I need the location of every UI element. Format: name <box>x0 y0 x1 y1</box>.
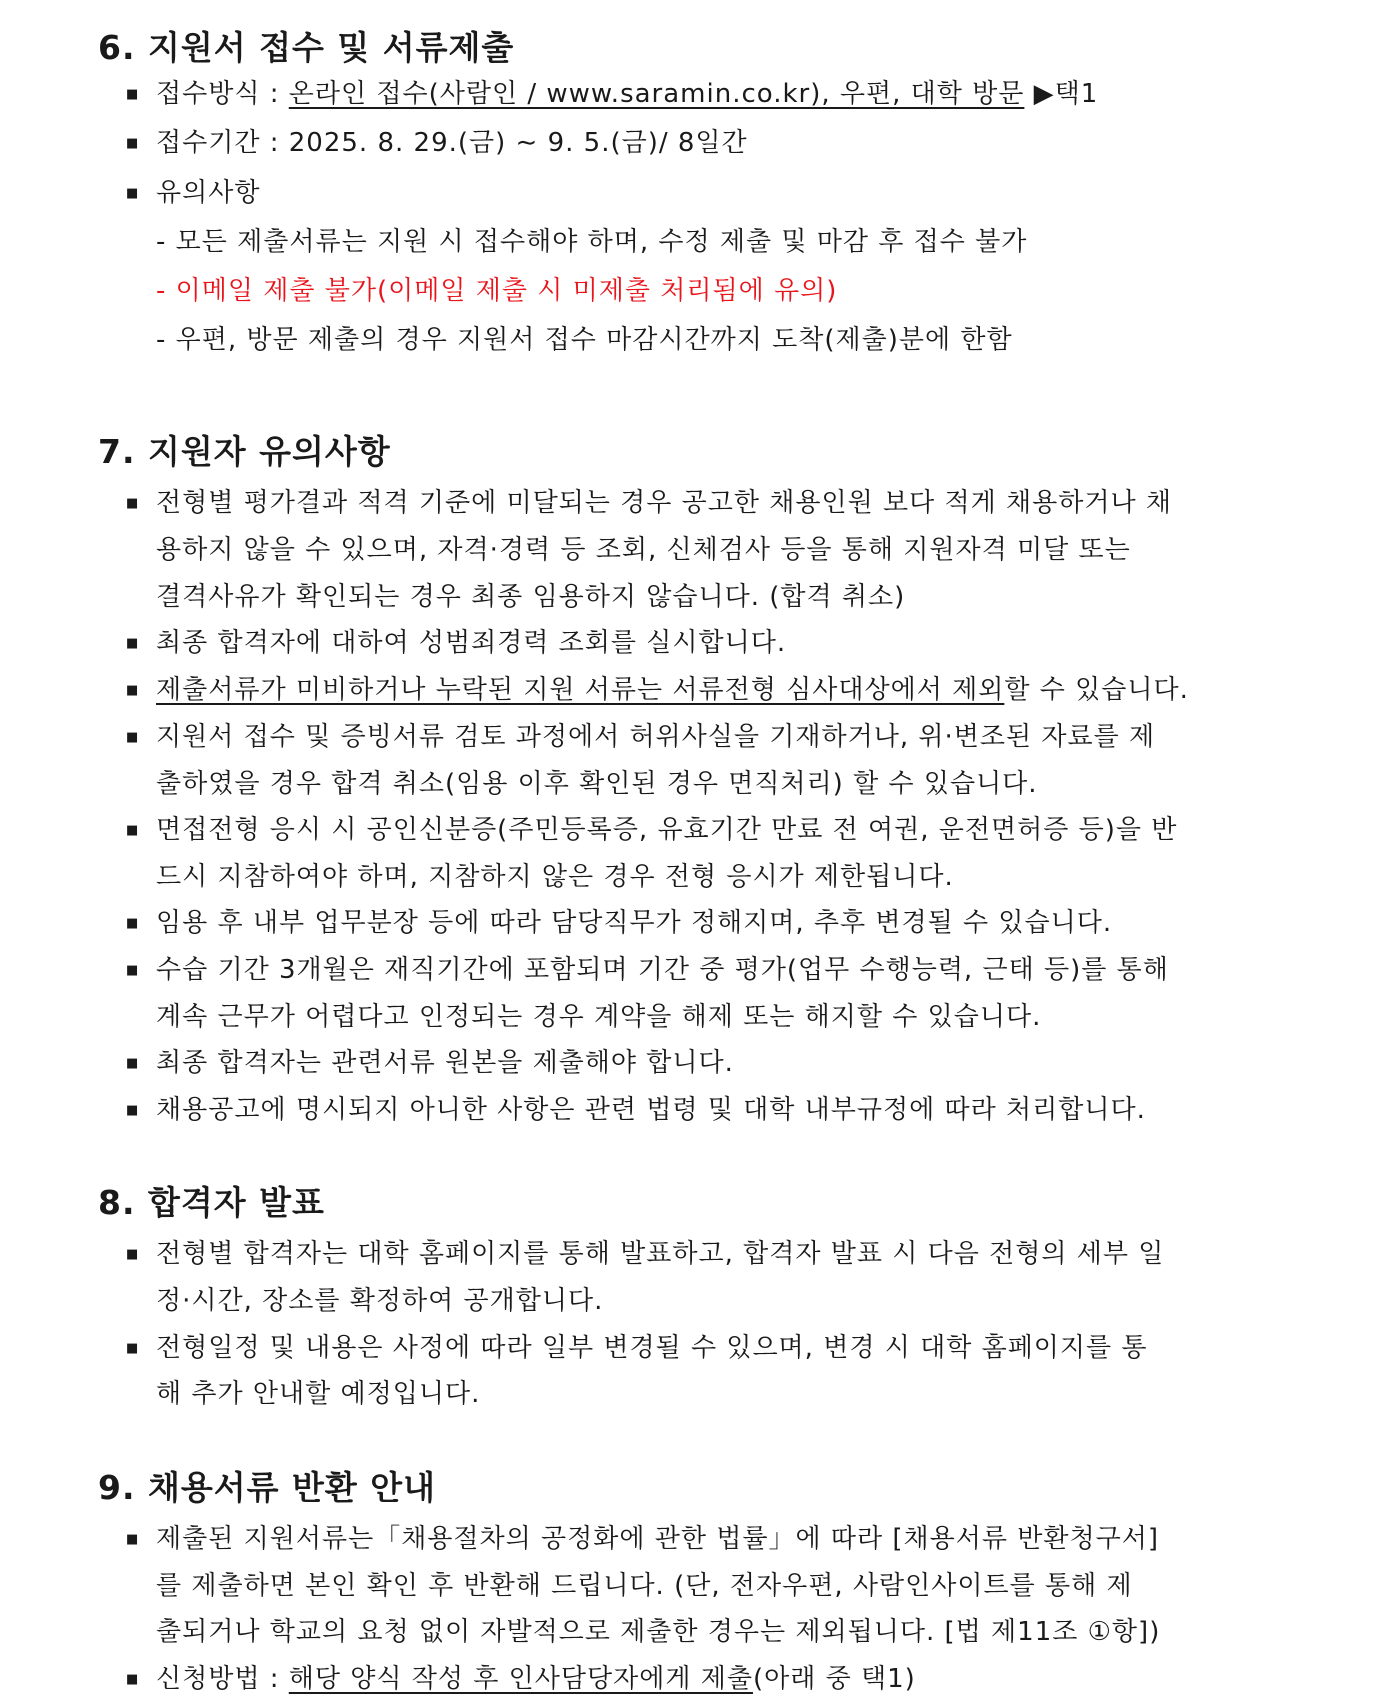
bullet-icon: ■ <box>126 1103 140 1118</box>
section-8-title: 8. 합격자 발표 <box>98 1183 325 1222</box>
bullet-icon: ■ <box>126 1247 140 1262</box>
exclusion-underlined: 제출서류가 미비하거나 누락된 지원 서류는 서류전형 심사대상에서 제외 <box>156 675 1005 705</box>
document-page: 6. 지원서 접수 및 서류제출 ■ 접수방식 : 온라인 접수(사람인 / www.saramin.co.kr), 우편, 대학 방문 ▶택1 ■ 접수기간 : 2025. 8. 29.(금) ∼ 9. 5.(금)/ 8일간 ■ 유의사항 - 모든 제출서류는 지원 시 접수해야 하며, 수정 제출 및 마감 후 접수 불가 - 이메일 제출 불가(이메일 제출 시 미제출 처리됨에 유의) - 우편, 방문 제출의 경우 지원서 접수 마감시간까지 도착(제출)분에 한함 7. 지원자 유의사항 ■ 전형별 평가결과 적격 기준에 미달되는 경우 공고한 채용인원 보다 적게 채용하거나 채 용하지 않을 수 있으며, 자격·경력 등 조회, 신체검사 등을 통해 지원자격 미달 또는 결격사유가 확인되는 경우 최종 임용하지 않습니다. (합격 취소) ■ 최종 합격자에 대하여 성범죄경력 조회를 실시합니다. ■ 제출서류가 미비하거나 누락된 지원 서류는 서류전형 심사대상에서 제외할 수 있습니다. ■ 지원서 접수 및 증빙서류 검토 과정에서 허위사실을 기재하거나, 위·변조된 자료를 제 출하였을 경우 합격 취소(임용 이후 확인된 경우 면직처리) 할 수 있습니다. ■ 면접전형 응시 시 공인신분증(주민등록증, 유효기간 만료 전 여권, 운전면허증 등)을 반 드시 지참하여야 하며, 지참하지 않은 경우 전형 응시가 제한됩니다. ■ 임용 후 내부 업무분장 등에 따라 담당직무가 정해지며, 추후 변경될 수 있습니다. ■ 수습 기간 3개월은 재직기간에 포함되며 기간 중 평가(업무 수행능력, 근태 등)를 통해 계속 근무가 어렵다고 인정되는 경우 계약을 해제 또는 해지할 수 있습니다. ■ 최종 합격자는 관련서류 원본을 제출해야 합니다. ■ 채용공고에 명시되지 아니한 사항은 관련 법령 및 대학 내부규정에 따라 처리합니다. 8. 합격자 발표 ■ 전형별 합격자는 대학 홈페이지를 통해 발표하고, 합격자 발표 시 다음 전형의 세부 일 정·시간, 장소를 확정하여 공개합니다. ■ 전형일정 및 내용은 사정에 따라 일부 변경될 수 있으며, 변경 시 대학 홈페이지를 통 해 추가 안내할 예정입니다. 9. 채용서류 반환 안내 ■ 제출된 지원서류는「채용절차의 공정화에 관한 법률」에 따라 [채용서류 반환청구서] 를 제출하면 본인 확인 후 반환해 드립니다. (단, 전자우편, 사람인사이트를 통해 제 출되거나 학교의 요청 없이 자발적으로 제출한 경우는 제외됩니다. [법 제11조 ①항]) ■ 신청방법 : 해당 양식 작성 후 인사담당자에게 제출(아래 중 택1) <box>0 0 1400 1704</box>
method-value: 온라인 접수(사람인 / www.saramin.co.kr), 우편, 대학 방문 <box>288 79 1025 109</box>
bullet-icon: ■ <box>126 916 140 931</box>
bullet-icon: ■ <box>126 683 140 698</box>
period-line: 접수기간 : 2025. 8. 29.(금) ∼ 9. 5.(금)/ 8일간 <box>156 128 748 158</box>
section-6-title: 6. 지원서 접수 및 서류제출 <box>98 28 515 67</box>
bullet-icon: ■ <box>126 636 140 651</box>
bullet-icon: ■ <box>126 186 140 201</box>
bullet-icon: ■ <box>126 1672 140 1687</box>
section-7-title: 7. 지원자 유의사항 <box>98 432 391 471</box>
bullet-icon: ■ <box>126 1341 140 1356</box>
section-9-title: 9. 채용서류 반환 안내 <box>98 1468 436 1507</box>
bullet-icon: ■ <box>126 136 140 151</box>
bullet-icon: ■ <box>126 1532 140 1547</box>
bullet-icon: ■ <box>126 496 140 511</box>
bullet-icon: ■ <box>126 963 140 978</box>
apply-method-underlined: 해당 양식 작성 후 인사담당자에게 제출 <box>288 1664 753 1694</box>
bullet-icon: ■ <box>126 730 140 745</box>
note-1: - 모든 제출서류는 지원 시 접수해야 하며, 수정 제출 및 마감 후 접수 불가 <box>156 227 1028 257</box>
method-line: 접수방식 : 온라인 접수(사람인 / www.saramin.co.kr), 우편, 대학 방문 ▶택1 <box>156 79 1099 109</box>
note-3: - 우편, 방문 제출의 경우 지원서 접수 마감시간까지 도착(제출)분에 한함 <box>156 325 1013 355</box>
bullet-icon: ■ <box>126 1056 140 1071</box>
bullet-icon: ■ <box>126 823 140 838</box>
note-2: - 이메일 제출 불가(이메일 제출 시 미제출 처리됨에 유의) <box>156 276 838 306</box>
bullet-icon: ■ <box>126 87 140 102</box>
notes-label: 유의사항 <box>156 178 261 208</box>
